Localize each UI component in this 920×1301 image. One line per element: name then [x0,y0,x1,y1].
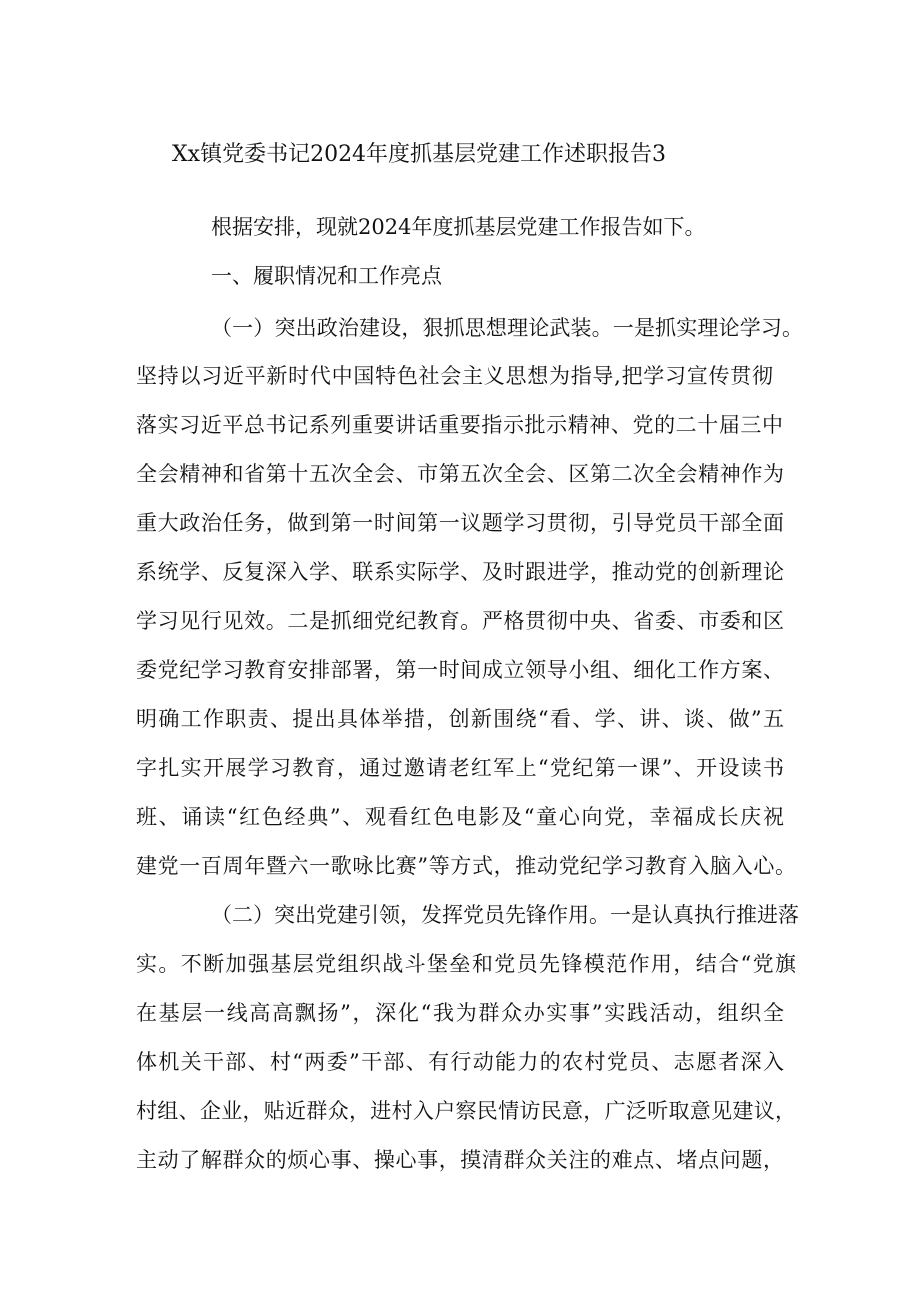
paragraph-1-line: 系统学、反复深入学、联系实际学、及时跟进学，推动党的创新理论 [136,560,784,584]
paragraph-1-line: 委党纪学习教育安排部署，第一时间成立领导小组、细化工作方案、 [136,658,784,682]
paragraph-1-line: 坚持以习近平新时代中国特色社会主义思想为指导,把学习宣传贯彻 [136,364,773,388]
paragraph-1-line: 字扎实开展学习教育，通过邀请老红军上“党纪第一课”、开设读书 [136,756,784,780]
intro-line: 根据安排，现就2024年度抓基层党建工作报告如下。 [211,215,706,239]
section-heading: 一、履职情况和工作亮点 [211,264,442,288]
paragraph-1-line: 建党一百周年暨六一歌咏比赛”等方式，推动党纪学习教育入脑入心。 [136,854,796,878]
paragraph-2-line: 主动了解群众的烦心事、操心事，摸清群众关注的难点、堵点问题， [136,1148,784,1172]
paragraph-2-line: 在基层一线高高飘扬”，深化“我为群众办实事”实践活动，组织全 [136,1001,784,1025]
paragraph-2-line: 村组、企业，贴近群众，进村入户察民情访民意，广泛听取意见建议， [136,1099,796,1123]
document-title: Xx镇党委书记2024年度抓基层党建工作述职报告3 [172,142,667,167]
paragraph-1-line: 重大政治任务，做到第一时间第一议题学习贯彻，引导党员干部全面 [136,511,784,535]
paragraph-1-line: 班、诵读“红色经典”、观看红色电影及“童心向党，幸福成长庆祝 [136,805,784,829]
paragraph-1-line: 全会精神和省第十五次全会、市第五次全会、区第二次全会精神作为 [136,462,784,486]
paragraph-2-line: 体机关干部、村“两委”干部、有行动能力的农村党员、志愿者深入 [136,1050,784,1074]
paragraph-2-line: 实。不断加强基层党组织战斗堡垒和党员先锋模范作用，结合“党旗 [136,952,796,976]
paragraph-1-line: 学习见行见效。二是抓细党纪教育。严格贯彻中央、省委、市委和区 [136,609,784,633]
paragraph-1-line: 落实习近平总书记系列重要讲话重要指示批示精神、党的二十届三中 [136,413,783,437]
paragraph-2-line: （二）突出党建引领，发挥党员先锋作用。一是认真执行推进落 [211,903,799,927]
paragraph-1-line: 明确工作职责、提出具体举措，创新围绕“看、学、讲、谈、做”五 [136,707,784,731]
paragraph-1-line: （一）突出政治建设，狠抓思想理论武装。一是抓实理论学习。 [211,316,803,340]
